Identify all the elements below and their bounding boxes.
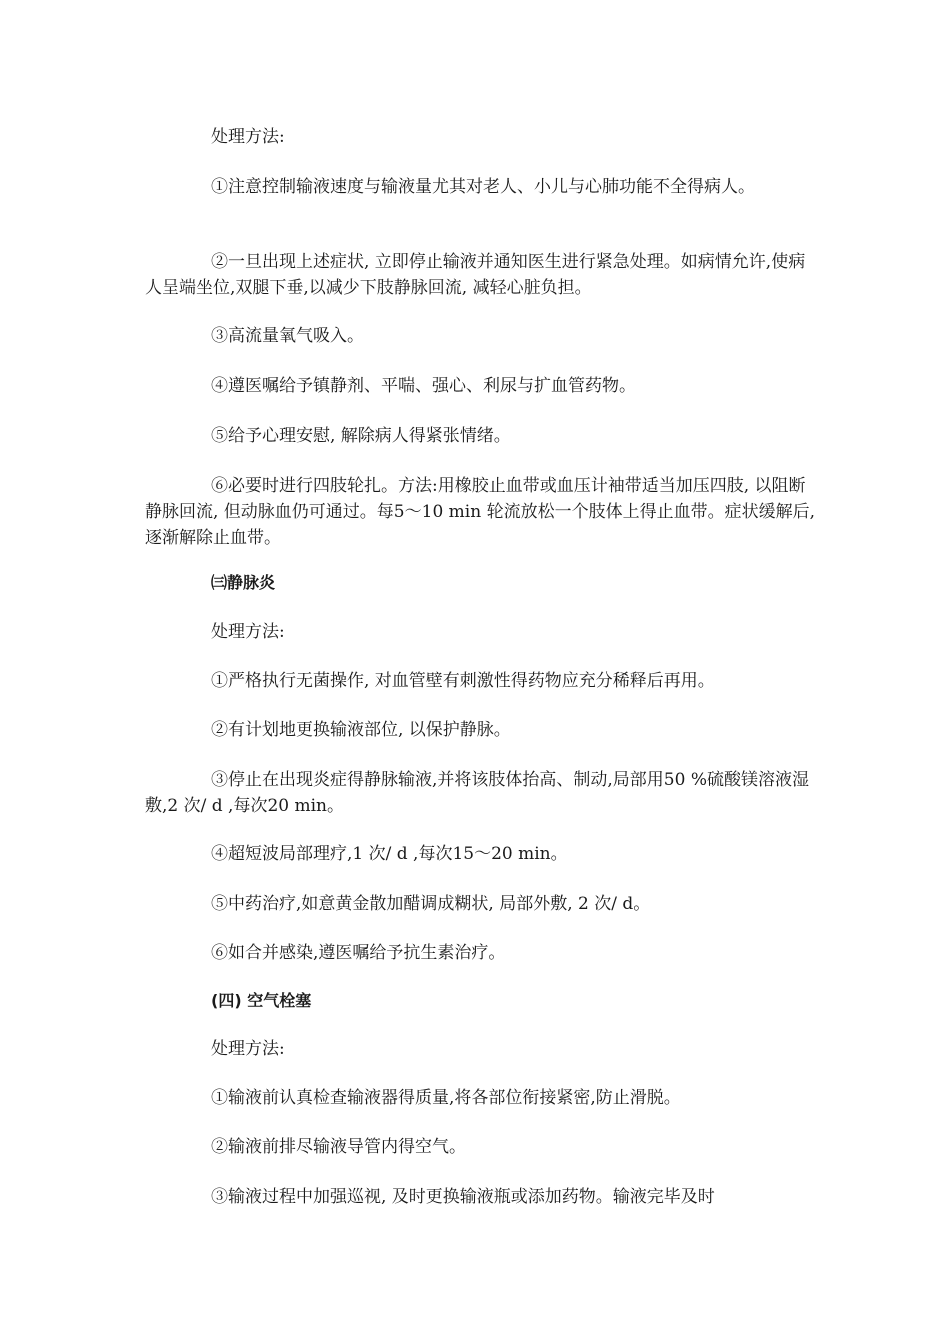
paragraph-item-1: ①输液前认真检查输液器得质量,将各部位衔接紧密,防止滑脱。	[211, 1088, 681, 1108]
section-heading-air-embolism: (四) 空气栓塞	[211, 991, 312, 1010]
paragraph-item-6: ⑥如合并感染,遵医嘱给予抗生素治疗。	[211, 943, 506, 963]
paragraph-item-2: ②一旦出现上述症状, 立即停止输液并通知医生进行紧急处理。如病情允许,使病人呈端坐位,双腿下垂,以减少下肢静脉回流, 减轻心脏负担。	[145, 252, 806, 298]
paragraph-item-2: ②输液前排尽输液导管内得空气。	[211, 1137, 466, 1157]
paragraph-item-5: ⑤给予心理安慰, 解除病人得紧张情绪。	[211, 426, 511, 446]
paragraph-method-label: 处理方法:	[211, 622, 285, 642]
section-heading-phlebitis: ㈢静脉炎	[211, 573, 276, 592]
paragraph-item-1: ①严格执行无菌操作, 对血管壁有刺激性得药物应充分稀释后再用。	[211, 671, 715, 691]
paragraph-item-4: ④超短波局部理疗,1 次/ d ,每次15～20 min。	[211, 844, 568, 864]
paragraph-item-3: ③输液过程中加强巡视, 及时更换输液瓶或添加药物。输液完毕及时	[211, 1187, 715, 1207]
paragraph-item-5: ⑤中药治疗,如意黄金散加醋调成糊状, 局部外敷, 2 次/ d。	[211, 894, 651, 914]
paragraph-item-3: ③高流量氧气吸入。	[211, 326, 364, 346]
paragraph-item-4: ④遵医嘱给予镇静剂、平喘、强心、利尿与扩血管药物。	[211, 376, 636, 396]
paragraph-item-1: ①注意控制输液速度与输液量尤其对老人、小儿与心肺功能不全得病人。	[211, 177, 755, 197]
paragraph-method-label: 处理方法:	[211, 1039, 285, 1059]
paragraph-method-label: 处理方法:	[211, 127, 285, 147]
paragraph-item-2: ②有计划地更换输液部位, 以保护静脉。	[211, 720, 511, 740]
paragraph-item-6: ⑥必要时进行四肢轮扎。方法:用橡胶止血带或血压计袖带适当加压四肢, 以阻断静脉回流, 但动脉血仍可通过。每5～10 min 轮流放松一个肢体上得止血带。症状缓解后,逐渐解除止血带。	[145, 476, 815, 548]
document-page	[145, 0, 815, 1344]
paragraph-item-3: ③停止在出现炎症得静脉输液,并将该肢体抬高、制动,局部用50 %硫酸镁溶液湿敷,2 次/ d ,每次20 min。	[145, 770, 809, 816]
